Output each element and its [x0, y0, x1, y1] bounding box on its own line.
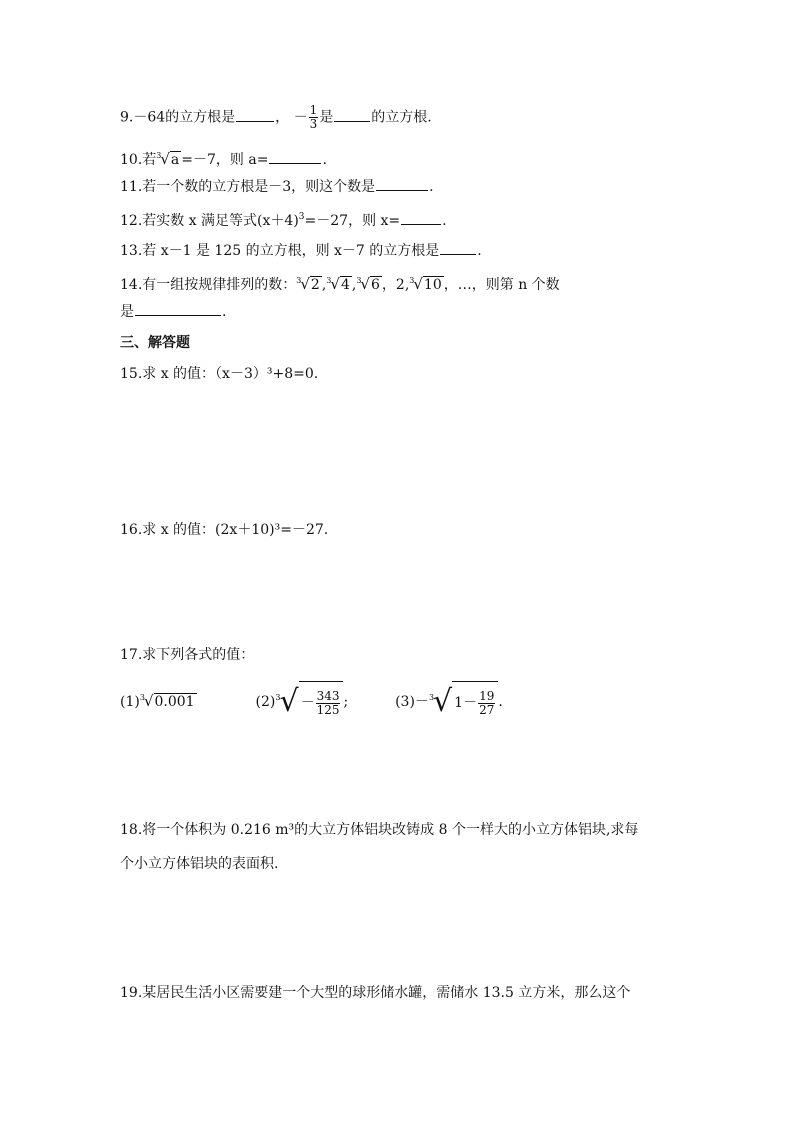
part-label: (2) [255, 694, 276, 710]
radical-sign-icon: √ [300, 275, 310, 293]
question-18: 18.将一个体积为 0.216 m³的大立方体铝块改铸成 8 个一样大的小立方体铝块,求每 [120, 822, 639, 838]
radical-sign-icon: √ [143, 692, 154, 710]
radical-sign-icon: √ [413, 275, 423, 293]
radical-index: 3 [428, 693, 435, 702]
radicand: 10 [423, 277, 442, 293]
question-14 [120, 271, 560, 295]
radical-index: 3 [409, 276, 415, 285]
q13-period: . [477, 243, 482, 259]
answer-blank[interactable] [135, 301, 221, 316]
q14-text-3: 是 [120, 304, 134, 320]
q12-period: . [442, 213, 447, 229]
radicand: 4 [340, 277, 350, 293]
question-16: 16.求 x 的值：(2x＋10)³=－27. [120, 522, 329, 538]
q11-period: . [429, 179, 434, 195]
question-9 [120, 104, 432, 131]
q10-text-2: =－7，则 a= [181, 152, 269, 168]
radicand: 0.001 [154, 694, 195, 710]
q17-part-2 [255, 684, 349, 719]
fraction-denominator: 27 [479, 702, 495, 717]
answer-blank[interactable] [236, 107, 274, 122]
sign: － [300, 695, 315, 711]
separator: , [351, 277, 357, 293]
q12-text-2: =－27，则 x= [304, 213, 401, 229]
part-label: (1) [120, 694, 140, 710]
q9-text-2: 是 [319, 109, 334, 126]
radical-sign-icon: √ [330, 275, 340, 293]
q17-part-1 [120, 694, 197, 710]
big-radical [433, 681, 498, 723]
question-15: 15.求 x 的值：（x－3）³+8=0. [120, 366, 319, 382]
radical-index: 3 [296, 276, 302, 285]
q9-text-3: 的立方根. [371, 109, 432, 126]
fraction [478, 690, 495, 717]
question-17-parts [120, 678, 503, 718]
fraction-numerator: 343 [316, 688, 340, 703]
period: . [498, 694, 503, 710]
q9-fraction [309, 104, 319, 131]
radical-index: 3 [326, 276, 332, 285]
big-radical [279, 681, 343, 723]
question-19: 19.某居民生活小区需要建一个大型的球形储水罐，需储水 13.5 立方米，那么这个 [120, 985, 631, 1001]
question-12 [120, 207, 447, 231]
fraction-denominator: 125 [316, 702, 340, 717]
question-13 [120, 240, 482, 261]
radical-sign-icon: √ [279, 684, 299, 719]
question-10 [120, 146, 327, 170]
answer-blank[interactable] [269, 149, 321, 164]
question-17-title: 17.求下列各式的值： [120, 647, 255, 663]
q17-part-3 [395, 684, 503, 719]
radical-index: 3 [139, 693, 145, 702]
radical-sign-icon: √ [160, 150, 170, 168]
q9-comma: ， [275, 109, 290, 126]
question-18-line-2: 个小立方体铝块的表面积. [120, 856, 279, 872]
radicand [452, 681, 498, 723]
answer-blank[interactable] [401, 210, 441, 225]
q10-period: . [322, 152, 327, 168]
q10-text: 10.若 [120, 152, 157, 168]
radical-index: 3 [275, 693, 281, 702]
radicand: 6 [370, 277, 380, 293]
radical-index: 3 [156, 151, 162, 160]
fraction-denominator: 3 [309, 117, 318, 131]
question-11 [120, 176, 434, 197]
fraction-numerator: 19 [479, 688, 495, 703]
answer-blank[interactable] [376, 176, 428, 191]
answer-blank[interactable] [440, 240, 476, 255]
q13-text: 13.若 x－1 是 125 的立方根，则 x－7 的立方根是 [120, 243, 440, 259]
section-heading: 三、解答题 [120, 335, 190, 351]
q11-text: 11.若一个数的立方根是－3，则这个数是 [120, 179, 376, 195]
fraction-numerator: 1 [309, 103, 318, 117]
radicand: 2 [310, 277, 320, 293]
question-14-line-2 [120, 301, 226, 322]
q14-text: 14.有一组按规律排列的数： [120, 277, 297, 293]
radicand: a [170, 152, 180, 168]
radical-index: 3 [356, 276, 362, 285]
term: 1－ [454, 695, 478, 711]
q9-frac-sign: － [293, 109, 308, 126]
q14-period: . [222, 304, 227, 320]
radical-sign-icon: √ [360, 275, 370, 293]
fraction [316, 690, 341, 717]
answer-blank[interactable] [334, 107, 370, 122]
q14-text-2: ，…，则第 n 个数 [443, 277, 560, 293]
part-label: (3)－ [395, 694, 429, 710]
separator: ; [343, 694, 349, 710]
q9-text: 9.－64的立方根是 [120, 109, 236, 126]
separator: ，2, [381, 277, 410, 293]
separator: , [321, 277, 327, 293]
exponent: 3 [298, 212, 305, 222]
radical-sign-icon: √ [433, 684, 453, 719]
radicand [299, 681, 344, 723]
q12-text: 12.若实数 x 满足等式(x＋4) [120, 213, 299, 229]
